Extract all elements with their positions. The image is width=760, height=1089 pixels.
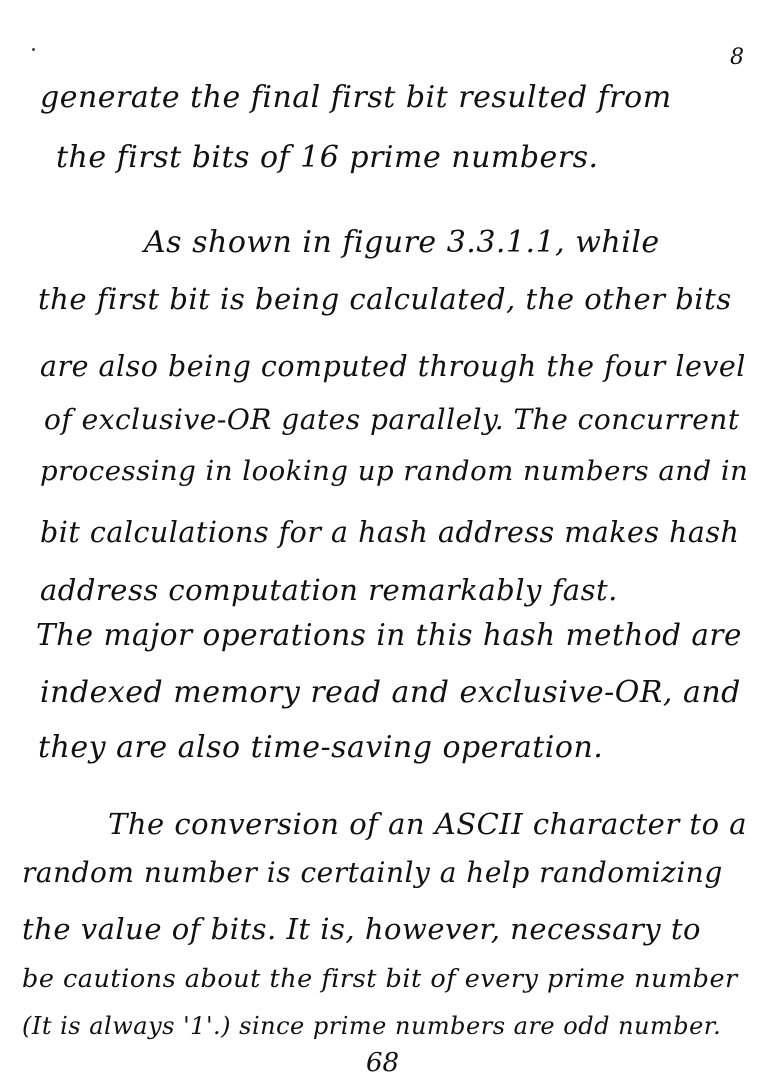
text-line-8: bit calculations for a hash address makes hash	[40, 516, 740, 549]
footer-page-number: 68	[366, 1048, 400, 1078]
text-line-10: The major operations in this hash method are	[36, 618, 742, 652]
text-line-17: (It is always '1'.) since prime numbers are odd number.	[22, 1012, 722, 1040]
corner-page-number: 8	[730, 45, 744, 70]
text-line-15: the value of bits. It is, however, necessary to	[22, 912, 702, 946]
text-line-9: address computation remarkably fast.	[40, 573, 618, 607]
text-line-7: processing in looking up random numbers and in	[40, 455, 749, 487]
text-line-2: the first bits of 16 prime numbers.	[56, 140, 599, 175]
text-line-5: are also being computed through the four level	[40, 350, 746, 383]
text-line-1: generate the final first bit resulted from	[40, 80, 672, 115]
text-line-3: As shown in figure 3.3.1.1, while	[144, 225, 660, 260]
text-line-14: random number is certainly a help randomizing	[22, 856, 723, 889]
text-line-11: indexed memory read and exclusive-OR, and	[40, 675, 741, 710]
text-line-13: The conversion of an ASCII character to a	[108, 807, 748, 841]
text-line-4: the first bit is being calculated, the other bits	[38, 282, 732, 316]
text-line-16: be cautions about the first bit of every prime number	[22, 964, 738, 994]
text-line-6: of exclusive-OR gates parallely. The concurrent	[44, 403, 740, 436]
text-line-12: they are also time-saving operation.	[38, 730, 604, 765]
scan-speck	[32, 48, 35, 51]
